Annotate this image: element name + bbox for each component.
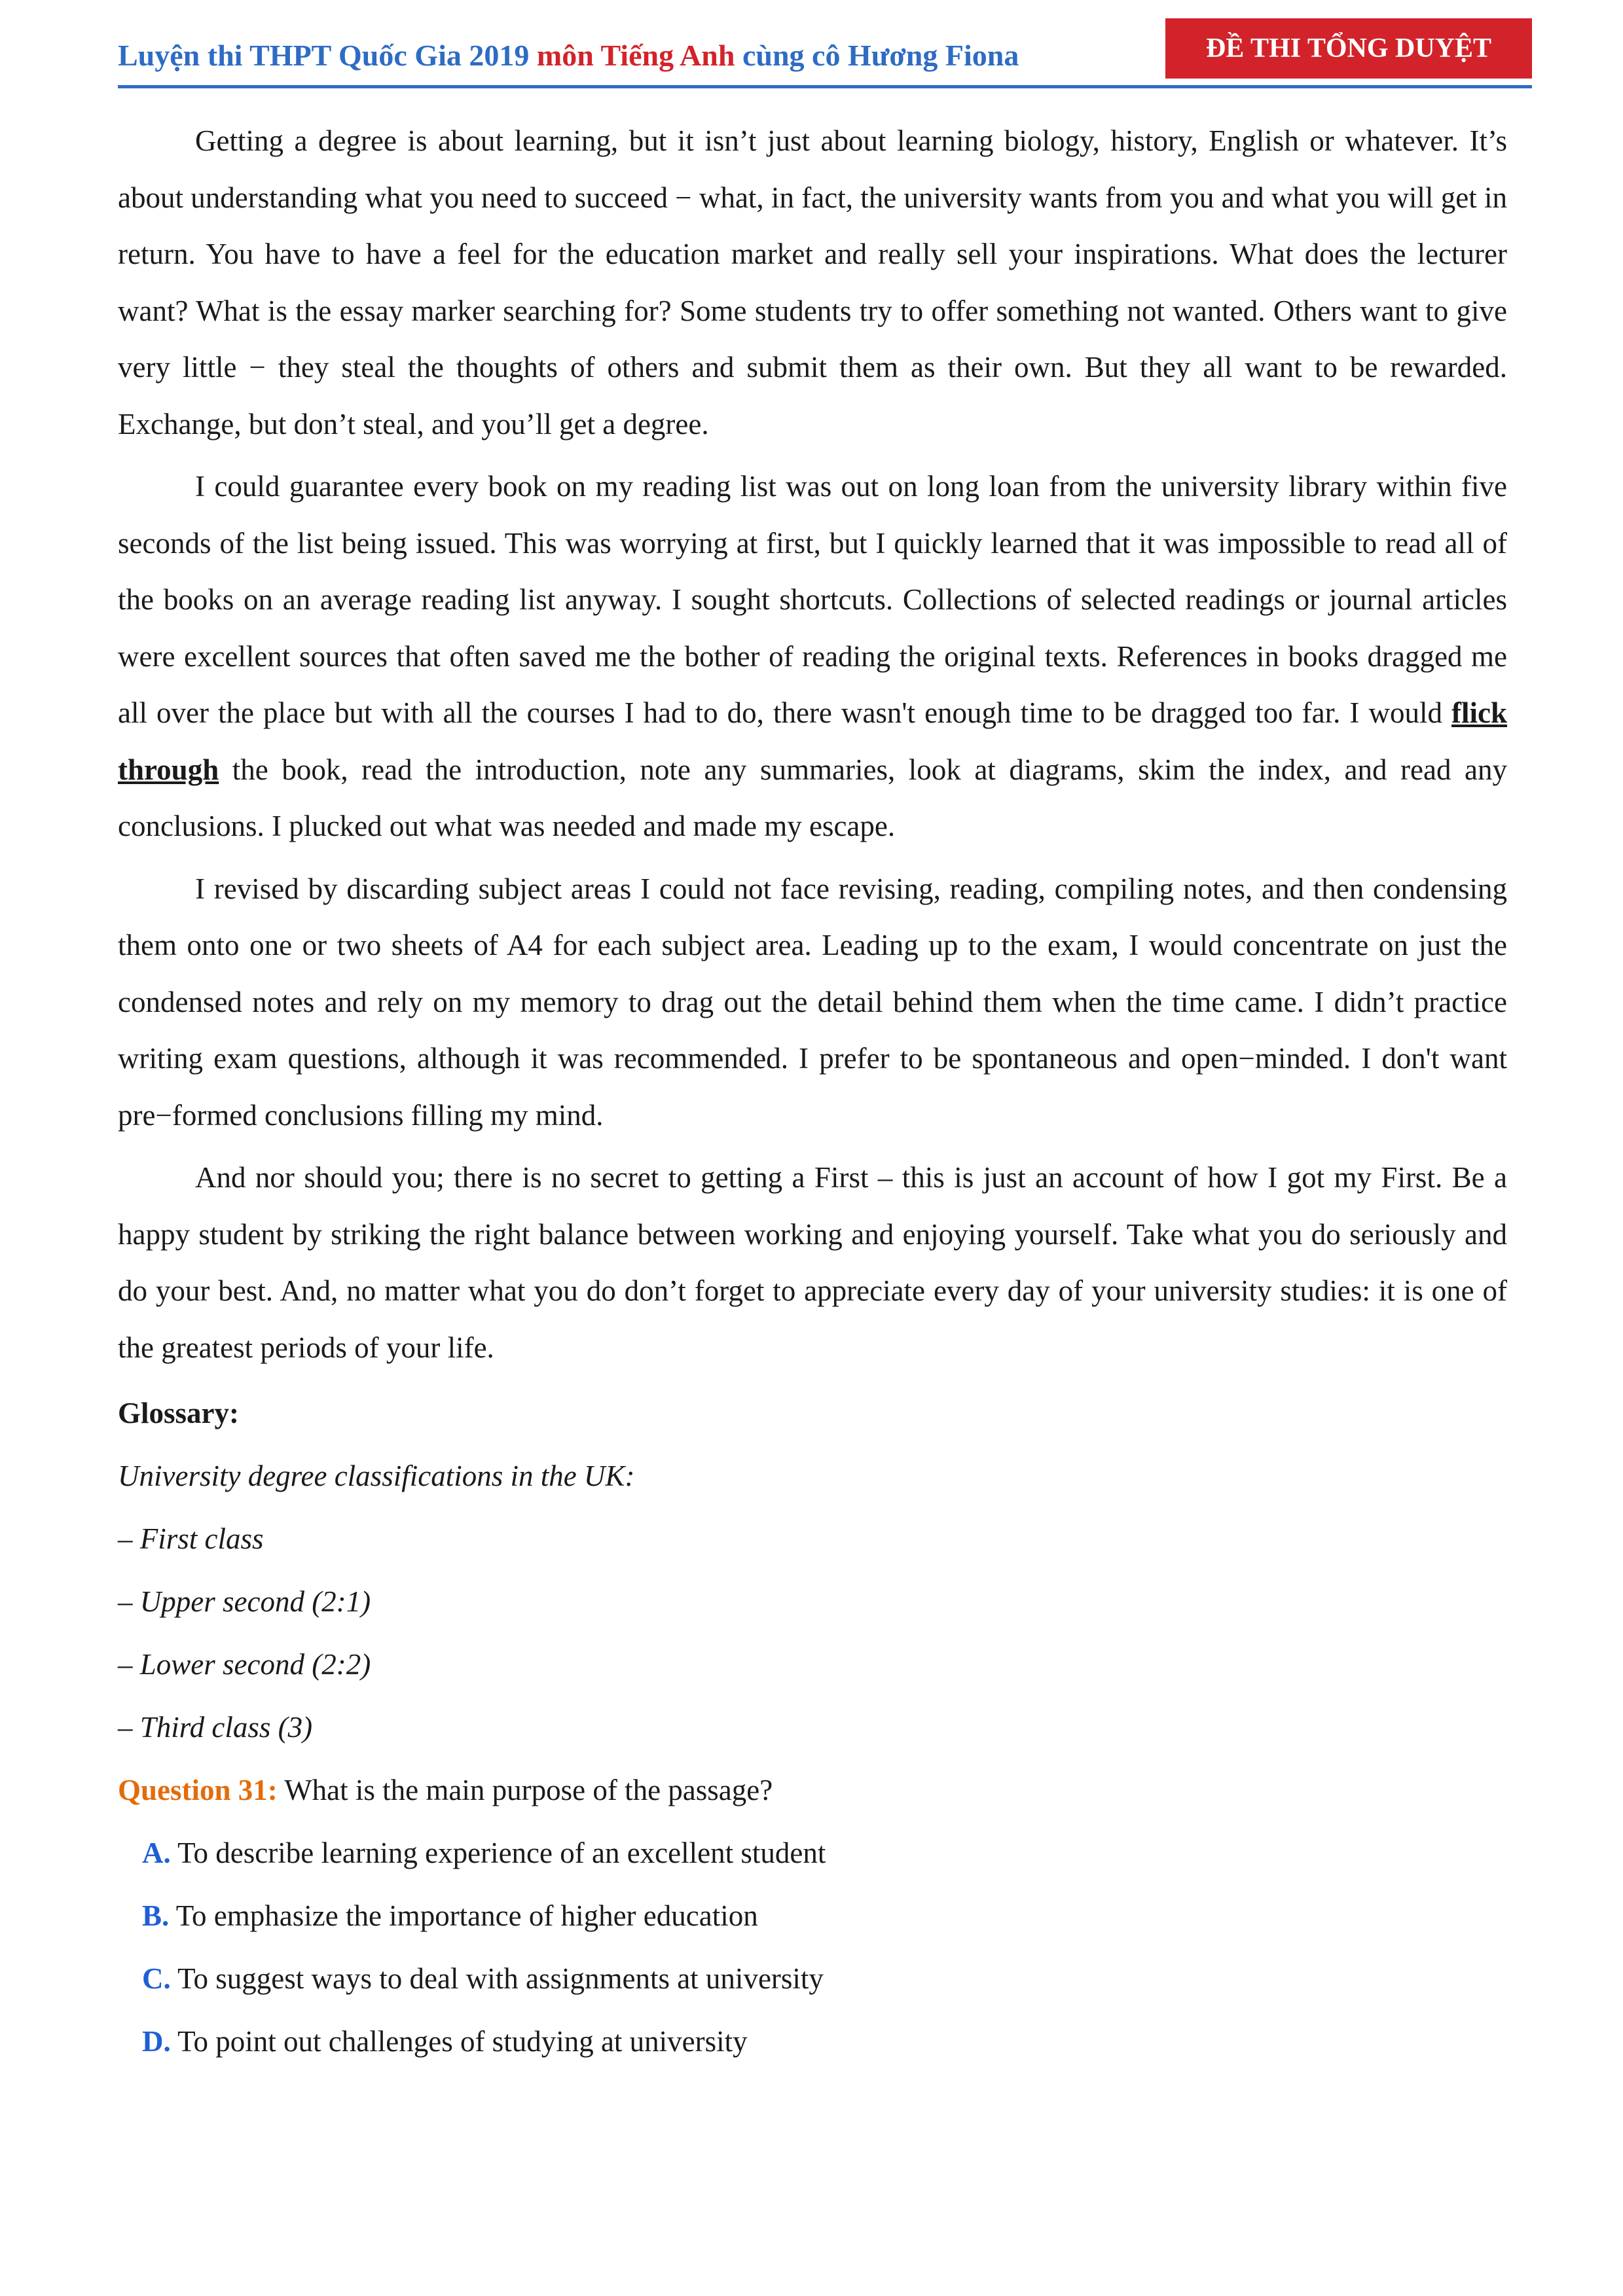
- option-text: To point out challenges of studying at university: [170, 2025, 748, 2058]
- option-letter: A.: [142, 1837, 171, 1869]
- option-text: To describe learning experience of an excellent student: [170, 1837, 826, 1869]
- exam-badge: ĐỀ THI TỔNG DUYỆT: [1165, 18, 1532, 79]
- answer-option-c: [118, 1947, 1507, 2010]
- passage-paragraph-4: And nor should you; there is no secret to getting a First – this is just an account of how I got my First. Be a happy student by striking the right balance between working and enjoying yourself. Take what you do seriously and do your best. And, no matter what you do don’t forget to appreciate every day of your university studies: it is one of the greatest periods of your life.: [118, 1161, 1507, 1364]
- question-label: Question 31:: [118, 1774, 278, 1806]
- option-letter: D.: [142, 2025, 171, 2058]
- header-title-subject: môn Tiếng Anh: [536, 39, 735, 72]
- question-text: What is the main purpose of the passage?: [277, 1774, 773, 1806]
- option-text: To emphasize the importance of higher education: [169, 1899, 758, 1932]
- page-content: [118, 113, 1507, 2073]
- header-divider: [118, 85, 1532, 88]
- question-31: [118, 1759, 1507, 1821]
- header-title-teacher: cùng cô Hương Fiona: [735, 39, 1019, 72]
- glossary-title: Glossary:: [118, 1397, 239, 1429]
- answer-option-d: [118, 2010, 1507, 2073]
- answer-option-a: [118, 1821, 1507, 1884]
- page-header: [118, 18, 1532, 86]
- glossary-item: – First class: [118, 1522, 264, 1555]
- passage-paragraph-3: I revised by discarding subject areas I could not face revising, reading, compiling notes, and then condensing them onto one or two sheets of A4 for each subject area. Leading up to the exam, I would concentrate on just the condensed notes and rely on my memory to drag out the detail behind them when the time came. I didn’t practice writing exam questions, although it was recommended. I prefer to be spontaneous and open−minded. I don't want pre−formed conclusions filling my mind.: [118, 872, 1507, 1132]
- paragraph-2-text-end: the book, read the introduction, note any summaries, look at diagrams, skim the index, and read any conclusions. I plucked out what was needed and made my escape.: [118, 753, 1507, 842]
- header-title-course: Luyện thi THPT Quốc Gia 2019: [118, 39, 537, 72]
- answer-option-b: [118, 1884, 1507, 1947]
- highlighted-phrase: flick through: [118, 696, 1507, 786]
- option-letter: C.: [142, 1962, 171, 1995]
- passage-paragraph-2: [118, 458, 1507, 855]
- passage-paragraph-1: Getting a degree is about learning, but it isn’t just about learning biology, history, English or whatever. It’s about understanding what you need to succeed − what, in fact, the university wants from you and what you will get in return. You have to have a feel for the education market and really sell your inspirations. What does the lecturer want? What is the essay marker searching for? Some students try to offer something not wanted. Others want to give very little − they steal the thoughts of others and submit them as their own. But they all want to be rewarded. Exchange, but don’t steal, and you’ll get a degree.: [118, 124, 1507, 440]
- glossary-subtitle: University degree classifications in the UK:: [118, 1460, 635, 1492]
- glossary-item: – Upper second (2:1): [118, 1585, 371, 1618]
- glossary-item: – Lower second (2:2): [118, 1648, 371, 1681]
- header-title: [118, 38, 1019, 73]
- glossary-item: – Third class (3): [118, 1711, 313, 1744]
- paragraph-2-text-start: I could guarantee every book on my reading list was out on long loan from the university library within five seconds of the list being issued. This was worrying at first, but I quickly learned that it was impossible to read all of the books on an average reading list anyway. I sought shortcuts. Collections of selected readings or journal articles were excellent sources that often saved me the bother of reading the original texts. References in books dragged me all over the place but with all the courses I had to do, there wasn't enough time to be dragged too far. I would: [118, 470, 1507, 729]
- option-text: To suggest ways to deal with assignments at university: [170, 1962, 824, 1995]
- option-letter: B.: [142, 1899, 170, 1932]
